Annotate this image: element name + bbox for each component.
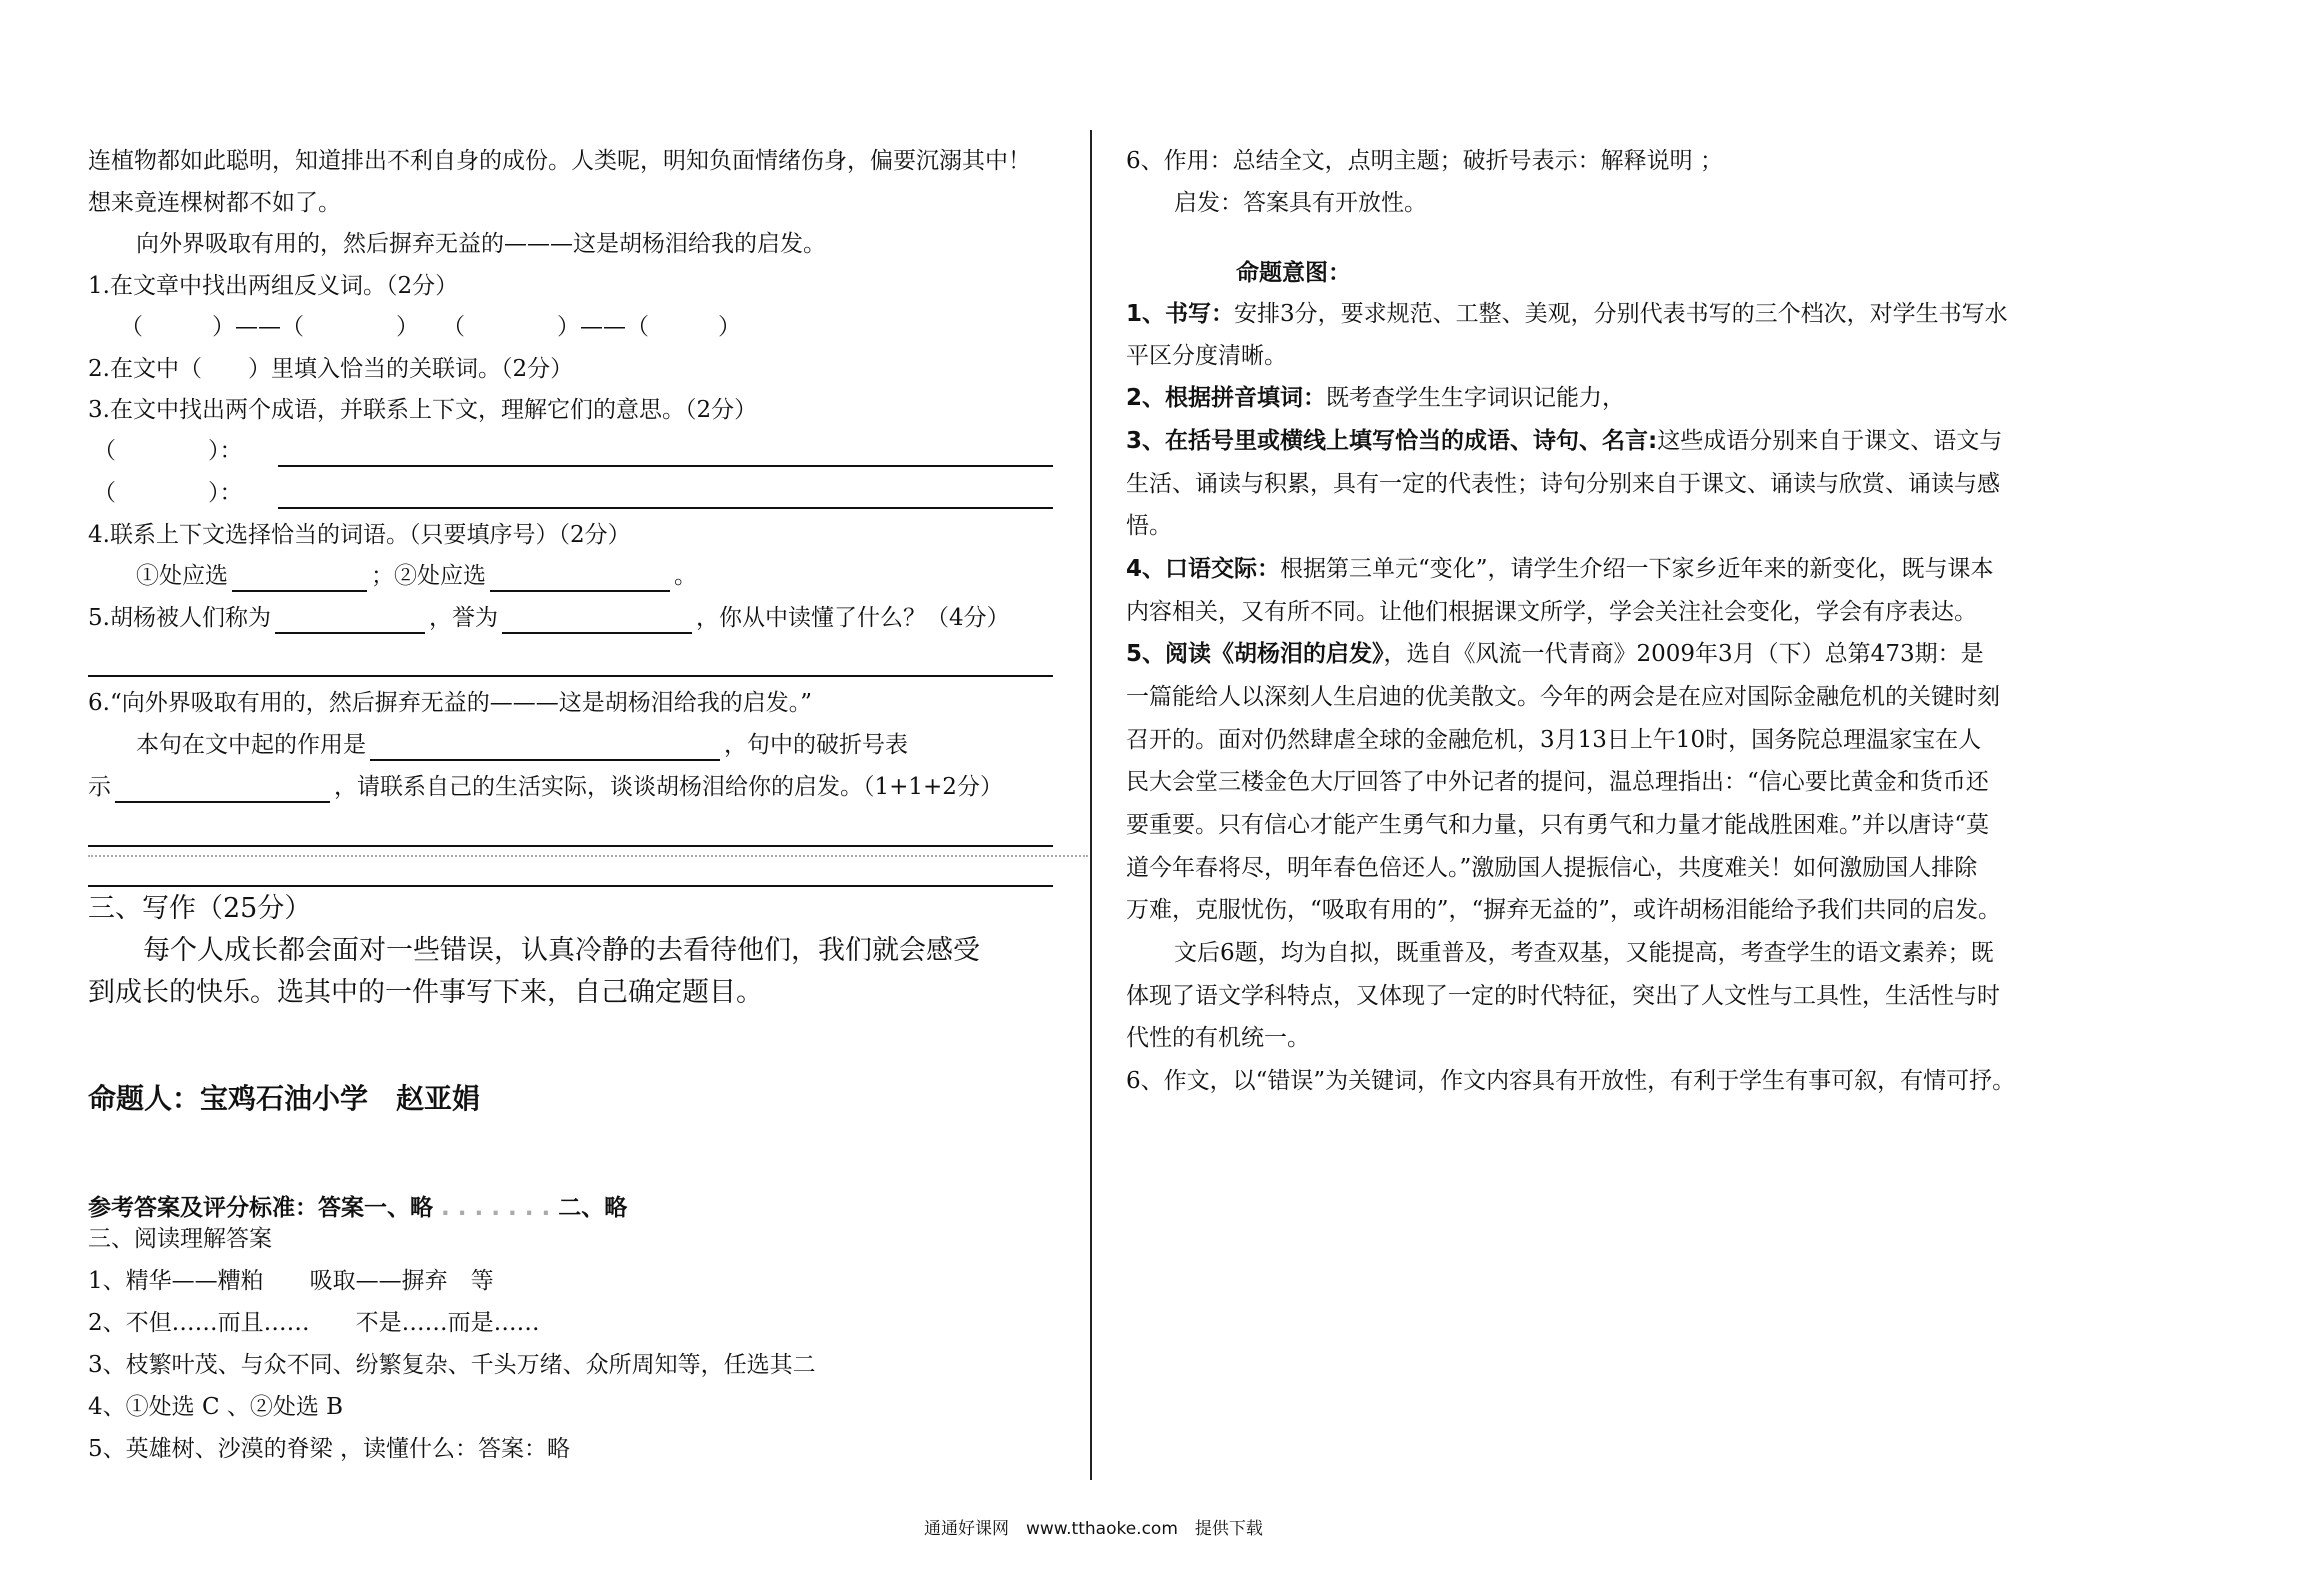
intent-line: 道今年春将尽，明年春色倍还人。”激励国人提振信心，共度难关！如何激励国人排除 [1126,855,1978,881]
answer-item: 6、作用：总结全文，点明主题；破折号表示：解释说明 ； [1126,148,1723,174]
question-5 [88,602,1010,634]
question-3: 3.在文中找出两个成语，并联系上下文，理解它们的意思。（2分） [88,397,758,423]
answer-item: 2、不但……而且…… 不是……而是…… [88,1310,540,1336]
question-1-blanks: （ ）——（ ） （ ）——（ ） [120,314,741,340]
q4-label-a: ①处应选 [136,563,228,589]
answer-blank [115,777,330,803]
answer-line [88,675,1053,677]
question-3-blank-a: （ ）： [93,438,243,464]
question-1: 1.在文章中找出两组反义词。（2分） [88,273,459,299]
intent-text: 根据第三单元“变化”，请学生介绍一下家乡近年来的新变化，既与课本 [1280,556,1994,582]
answer-section-title: 三、阅读理解答案 [88,1226,272,1252]
intent-head: 1、书写： [1126,301,1235,327]
intent-item [1126,553,1994,585]
intent-line: 体现了语文学科特点，又体现了一定的时代特征，突出了人文性与工具性，生活性与时 [1126,983,2000,1009]
question-4: 4.联系上下文选择恰当的词语。（只要填序号）（2分） [88,522,631,548]
intent-head: 4、口语交际： [1126,556,1281,582]
q6-part-a: 本句在文中起的作用是 [136,732,366,758]
paragraph-line: 向外界吸取有用的，然后摒弃无益的———这是胡杨泪给我的启发。 [136,231,826,257]
section-3-title: 三、写作（25分） [88,893,312,924]
intent-text: ，选自《风流一代青商》2009年3月（下）总第473期：是 [1383,641,1984,667]
answer-line [278,465,1053,467]
intent-line: 平区分度清晰。 [1126,343,1287,369]
q6-part-b: ，句中的破折号表 [724,732,908,758]
question-3-blank-b: （ ）： [93,480,243,506]
footer-credit: 通通好课网 www.tthaoke.com 提供下载 [924,1519,1263,1539]
author-line: 命题人：宝鸡石油小学 赵亚娟 [88,1082,481,1115]
answer-line [88,885,1053,887]
intent-line: 民大会堂三楼金色大厅回答了中外记者的提问，温总理指出：“信心要比黄金和货币还 [1126,769,1989,795]
question-6-line-1 [136,729,908,761]
intent-head: 3、在括号里或横线上填写恰当的成语、诗句、名言: [1126,428,1658,454]
answer-key-label: 参考答案及评分标准：答案一、略 [88,1195,433,1221]
intent-text: 安排3分，要求规范、工整、美观，分别代表书写的三个档次，对学生书写水 [1234,301,2008,327]
question-6: 6.“向外界吸取有用的，然后摒弃无益的———这是胡杨泪给我的启发。” [88,690,812,716]
intent-line: 悟。 [1126,513,1172,539]
q5-part-c: ，你从中读懂了什么？（4分） [695,605,1010,631]
answer-item: 3、枝繁叶茂、与众不同、纷繁复杂、千头万绪、众所周知等，任选其二 [88,1352,816,1378]
writing-prompt-line: 每个人成长都会面对一些错误，认真冷静的去看待他们，我们就会感受 [143,935,980,966]
q5-part-a: 5.胡杨被人们称为 [88,605,271,631]
intent-line: 万难，克服忧伤，“吸取有用的”，“摒弃无益的”，或许胡杨泪能给予我们共同的启发。 [1126,897,2002,923]
paragraph-line: 连植物都如此聪明，知道排出不利自身的成份。人类呢，明知负面情绪伤身，偏要沉溺其中！ [88,148,1031,174]
intent-head: 2、根据拼音填词： [1126,385,1327,411]
writing-prompt-line: 到成长的快乐。选其中的一件事写下来，自己确定题目。 [88,977,763,1008]
intent-line: 要重要。只有信心才能产生勇气和力量，只有勇气和力量才能战胜困难。”并以唐诗“莫 [1126,812,1990,838]
q4-label-c: 。 [674,563,697,589]
answer-blank [370,735,720,761]
answer-line [278,507,1053,509]
question-2: 2.在文中（ ）里填入恰当的关联词。（2分） [88,356,574,382]
answer-item: 启发：答案具有开放性。 [1174,190,1427,216]
intent-item [1126,382,1625,414]
answer-item: 1、精华——糟粕 吸取——摒弃 等 [88,1268,494,1294]
q5-part-b: ，誉为 [428,605,498,631]
paragraph-line: 想来竟连棵树都不如了。 [88,190,341,216]
answer-item: 4、①处选 C 、②处选 B [88,1394,344,1420]
intent-item [1126,425,2002,457]
q6-part-d: ，请联系自己的生活实际，谈谈胡杨泪给你的启发。（1+1+2分） [334,774,1003,800]
answer-blank [275,608,425,634]
question-6-line-2 [88,771,1003,803]
question-4-answers [136,560,697,592]
dotted-rule [88,855,1088,857]
intent-item [1126,298,2008,330]
intent-line: 生活、诵读与积累，具有一定的代表性；诗句分别来自于课文、诵读与欣赏、诵读与感 [1126,471,2000,497]
intent-title: 命题意图： [1236,260,1351,286]
intent-head: 5、阅读《胡杨泪的启发》 [1126,641,1384,667]
answer-blank [502,608,692,634]
answer-key-title: 参考答案及评分标准：答案一、略 . . . . . . . 二、略 [88,1195,628,1221]
column-divider [1090,130,1092,1480]
intent-line: 代性的有机统一。 [1126,1025,1310,1051]
intent-line: 内容相关，又有所不同。让他们根据课文所学，学会关注社会变化，学会有序表达。 [1126,599,1977,625]
answer-blank [232,566,367,592]
q4-label-b: ；②处应选 [371,563,486,589]
intent-line: 文后6题，均为自拟，既重普及，考查双基，又能提高，考查学生的语文素养；既 [1174,940,1994,966]
answer-key-label-2: 二、略 [558,1195,628,1221]
answer-line [88,845,1053,847]
intent-item [1126,638,1984,670]
intent-line: 召开的。面对仍然肆虐全球的金融危机，3月13日上午10时，国务院总理温家宝在人 [1126,727,1982,753]
intent-text: 这些成语分别来自于课文、语文与 [1657,428,2003,454]
intent-text: 既考查学生生字词识记能力， [1326,385,1626,411]
answer-item: 5、英雄树、沙漠的脊梁 ，读懂什么：答案：略 [88,1436,570,1462]
answer-blank [490,566,670,592]
q6-part-c: 示 [88,774,111,800]
intent-item: 6、作文，以“错误”为关键词，作文内容具有开放性，有利于学生有事可叙，有情可抒。 [1126,1068,2016,1094]
intent-line: 一篇能给人以深刻人生启迪的优美散文。今年的两会是在应对国际金融危机的关键时刻 [1126,684,2000,710]
